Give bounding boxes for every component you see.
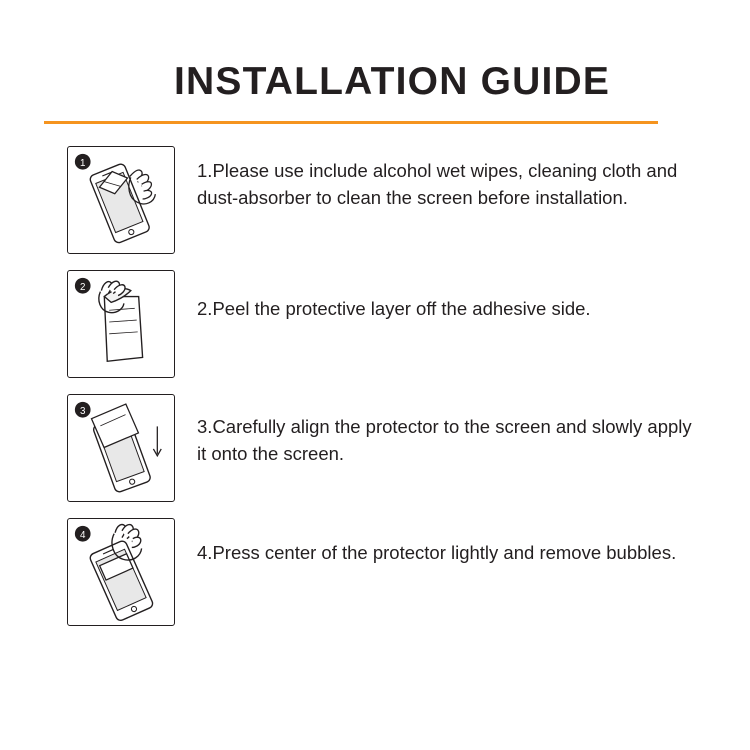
list-item [44,270,706,378]
step-3-text [175,394,706,468]
step-3-number: 3. [197,416,213,437]
step-1-illustration [67,146,175,254]
title-block [44,62,706,101]
step-badge-2: 2 [79,281,86,293]
step-3-illustration [67,394,175,502]
list-item [44,394,706,502]
step-2-illustration [67,270,175,378]
step-badge-4: 4 [79,529,86,541]
step-badge-1: 1 [79,157,86,169]
steps-list [44,146,706,626]
step-4-body: Press center of the protector lightly and remove bubbles. [212,542,677,563]
step-badge-3: 3 [79,405,86,417]
step-4-illustration [67,518,175,626]
list-item [44,146,706,254]
page-title: INSTALLATION GUIDE [174,60,611,103]
step-2-number: 2. [197,298,213,319]
step-2-body: Peel the protective layer off the adhesive side. [212,298,591,319]
step-2-text [175,270,706,323]
step-3-body: Carefully align the protector to the screen and slowly apply it onto the screen. [197,416,692,464]
title-divider [44,121,658,124]
step-1-number: 1. [197,160,213,181]
step-1-text [175,146,706,212]
step-4-number: 4. [197,542,213,563]
step-4-text [175,518,706,567]
list-item [44,518,706,626]
step-1-body: Please use include alcohol wet wipes, cleaning cloth and dust-absorber to clean the screen before installation. [197,160,678,208]
